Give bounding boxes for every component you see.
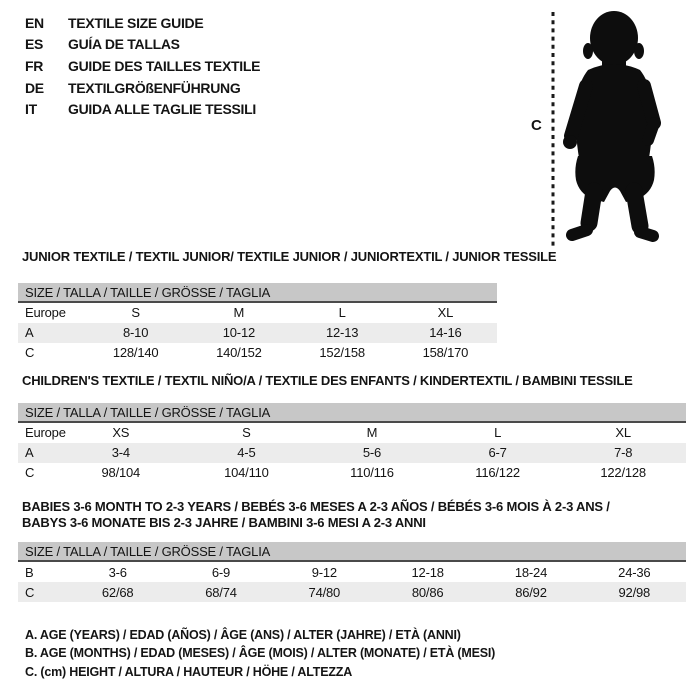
table-rows [18,423,686,483]
footnote-line: C. (cm) HEIGHT / ALTURA / HAUTEUR / HÖHE / ALTEZZA [25,664,353,679]
table-title-line: BABIES 3-6 MONTH TO 2-3 YEARS / BEBÉS 3-6 MESES A 2-3 AÑOS / BÉBÉS 3-6 MOIS À 2-3 ANS / [22,499,610,514]
table-cell: M [233,305,245,320]
table-cell: 152/158 [319,345,365,360]
table-cell: 62/68 [101,584,134,600]
table-cell: 116/122 [475,465,520,480]
table-cell: 140/152 [216,345,262,360]
language-code: ES [25,36,44,53]
table-rows [18,562,686,602]
table-cell: S [131,305,140,320]
table-cell: 86/92 [515,584,547,600]
row-label: Europe [25,305,66,320]
row-label: A [25,325,34,340]
table-cell: M [366,425,378,440]
size-table-babies [18,499,686,602]
size-header-bar: SIZE / TALLA / TAILLE / GRÖSSE / TAGLIA [18,403,686,423]
table-cell: 74/80 [308,584,341,600]
language-list [25,12,260,120]
language-title: TEXTILGRÖßENFÜHRUNG [68,79,241,96]
language-code: DE [25,79,44,96]
table-cell: 24-36 [618,564,651,580]
table-cell: 122/128 [600,465,646,480]
table-title [18,499,686,531]
table-cell: 92/98 [618,584,651,600]
table-cell: L [494,425,502,440]
table-row [18,323,497,343]
height-measure-label: C [531,117,542,134]
table-cell: 4-5 [237,445,256,460]
table-cell: 12-18 [411,564,444,580]
toddler-silhouette-icon [530,8,695,248]
row-label: C [25,345,35,360]
size-table-children [18,373,686,483]
row-label: B [25,564,34,580]
footnote-line: B. AGE (MONTHS) / EDAD (MESES) / ÂGE (MOIS) / ALTER (MONATE) / ETÀ (MESI) [25,646,496,661]
language-row [25,34,260,56]
size-header-bar: SIZE / TALLA / TAILLE / GRÖSSE / TAGLIA [18,542,686,562]
table-cell: S [242,425,251,440]
table-cell: XL [615,425,631,440]
table-row [18,423,686,443]
table-row [18,443,686,463]
language-row [25,55,260,77]
footnote-line: A. AGE (YEARS) / EDAD (AÑOS) / ÂGE (ANS) / ALTER (JAHRE) / ETÀ (ANNI) [25,628,461,642]
table-cell: XS [112,425,130,440]
row-label: C [25,584,35,600]
table-cell: 68/74 [205,584,237,600]
row-label: C [25,465,35,480]
table-cell: 10-12 [222,325,255,340]
table-cell: 80/86 [411,584,444,600]
table-cell: 6-9 [211,564,231,580]
language-title: GUÍA DE TALLAS [68,36,180,53]
size-figure [530,8,695,248]
footnotes [25,626,495,681]
language-code: FR [25,57,44,74]
table-cell: 3-6 [108,564,127,580]
table-title-line: CHILDREN'S TEXTILE / TEXTIL NIÑO/A / TEXTILE DES ENFANTS / KINDERTEXTIL / BAMBINI TESSILE [22,373,633,388]
table-cell: 18-24 [514,564,548,580]
language-title: GUIDE DES TAILLES TEXTILE [68,57,261,74]
language-row [25,77,260,99]
table-rows [18,303,497,363]
table-cell: 6-7 [488,445,507,460]
language-code: IT [25,101,37,118]
table-cell: 8-10 [123,325,149,340]
table-cell: 7-8 [614,445,633,460]
table-cell: L [338,305,346,320]
table-cell: 14-16 [429,325,462,340]
language-code: EN [25,14,44,31]
table-title [18,249,557,265]
row-label: A [25,445,34,460]
table-cell: XL [437,305,454,320]
row-label: Europe [25,425,66,440]
table-title [18,373,686,389]
table-title-line: BABYS 3-6 MONATE BIS 2-3 JAHRE / BAMBINI 3-6 MESI A 2-3 ANNI [22,515,426,530]
language-row [25,12,260,34]
size-header-bar: SIZE / TALLA / TAILLE / GRÖSSE / TAGLIA [18,283,497,303]
table-cell: 158/170 [422,345,469,360]
table-cell: 98/104 [101,465,141,480]
table-row [18,562,686,582]
language-row [25,98,260,120]
table-title-line: JUNIOR TEXTILE / TEXTIL JUNIOR/ TEXTILE JUNIOR / JUNIORTEXTIL / JUNIOR TESSILE [22,249,557,264]
table-row [18,343,497,363]
table-cell: 104/110 [224,465,269,480]
table-cell: 9-12 [311,564,337,580]
table-row [18,303,497,323]
table-row [18,463,686,483]
language-title: TEXTILE SIZE GUIDE [68,14,204,31]
table-cell: 128/140 [112,345,159,360]
table-row [18,582,686,602]
language-title: GUIDA ALLE TAGLIE TESSILI [68,101,256,118]
table-cell: 5-6 [362,445,382,460]
table-cell: 12-13 [326,325,359,340]
table-cell: 3-4 [111,445,130,460]
size-table-junior [18,249,557,363]
table-cell: 110/116 [350,465,394,480]
